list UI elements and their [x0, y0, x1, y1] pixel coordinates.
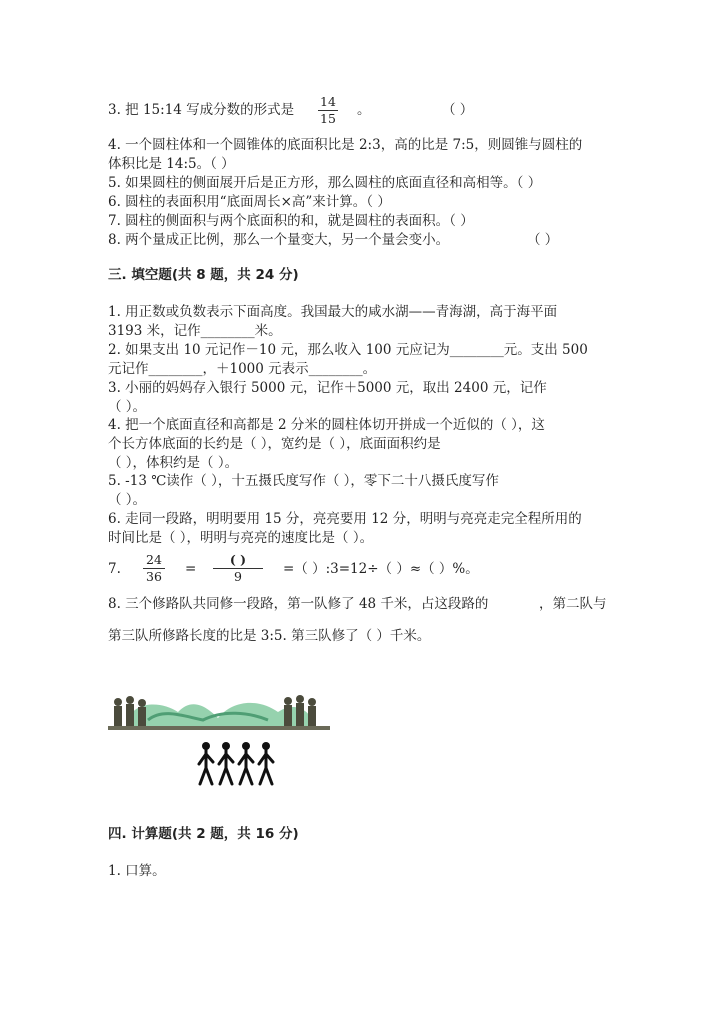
judge-q5: 5. 如果圆柱的侧面展开后是正方形，那么圆柱的底面直径和高相等。（ ）: [108, 175, 542, 191]
fill-q1-line1: 1. 用正数或负数表示下面高度。我国最大的咸水湖——青海湖，高于海平面: [108, 304, 558, 320]
fill-q8-line1b: ，第二队与: [539, 596, 607, 612]
fill-q5-line1: 5. -13 ℃读作（ ），十五摄氏度写作（ ），零下二十八摄氏度写作: [108, 473, 499, 489]
judge-q7: 7. 圆柱的侧面积与两个底面积的和，就是圆柱的表面积。（ ）: [108, 213, 474, 229]
workers-illustration: [108, 690, 330, 790]
judge-q4-line2: 体积比是 14:5。（ ）: [108, 156, 235, 172]
fill-q7-equals: =: [185, 561, 197, 577]
judge-q3-period: 。: [357, 102, 371, 118]
section3-title: 三. 填空题(共 8 题，共 24 分): [108, 267, 299, 283]
fill-q8-line1a: 8. 三个修路队共同修一段路，第一队修了 48 千米，占这段路的: [108, 596, 489, 612]
fill-q4-line1: 4. 把一个底面直径和高都是 2 分米的圆柱体切开拼成一个近似的（ ），这: [108, 417, 545, 433]
q7-fraction-blank-9: ( ) 9: [213, 553, 263, 584]
judge-q8: 8. 两个量成正比例，那么一个量变大，另一个量会变小。: [108, 232, 450, 248]
judge-q3: 3. 把 15:14 写成分数的形式是: [108, 102, 295, 118]
fill-q5-line2: （ ）。: [108, 492, 147, 508]
judge-q6: 6. 圆柱的表面积用“底面周长×高”来计算。（ ）: [108, 194, 391, 210]
fill-q8-line2: 第三队所修路长度的比是 3:5. 第三队修了（ ）千米。: [108, 628, 431, 644]
fill-q7-number: 7.: [108, 561, 121, 577]
calc-q1: 1. 口算。: [108, 863, 166, 879]
fill-q4-line2: 个长方体底面的长约是（ ），宽约是（ ），底面面积约是: [108, 436, 441, 452]
fill-q3-line1: 3. 小丽的妈妈存入银行 5000 元，记作＋5000 元，取出 2400 元，记作: [108, 380, 547, 396]
fill-q6-line1: 6. 走同一段路，明明要用 15 分，亮亮要用 12 分，明明与亮亮走完全程所用的: [108, 511, 582, 527]
judge-q4-line1: 4. 一个圆柱体和一个圆锥体的底面积比是 2:3，高的比是 7:5，则圆锥与圆柱的: [108, 137, 583, 153]
q3-fraction: 14 15: [318, 95, 338, 126]
fill-q4-line3: （ ），体积约是（ ）。: [108, 455, 239, 471]
q7-fraction-24-36: 24 36: [143, 553, 165, 584]
fill-q6-line2: 时间比是（ ），明明与亮亮的速度比是（ ）。: [108, 530, 374, 546]
fill-q7-rest: =（ ）:3=12÷（ ）≈（ ）%。: [283, 561, 479, 577]
fill-q3-line2: （ ）。: [108, 399, 147, 415]
judge-q3-answer-blank[interactable]: （ ）: [442, 102, 474, 118]
fill-q1-line2: 3193 米，记作________米。: [108, 323, 282, 339]
judge-q8-answer-blank[interactable]: （ ）: [527, 232, 559, 248]
fill-q2-line2: 元记作________，＋1000 元表示________。: [108, 361, 377, 377]
fill-q2-line1: 2. 如果支出 10 元记作－10 元，那么收入 100 元应记为________元。支出 500: [108, 342, 588, 358]
section4-title: 四. 计算题(共 2 题，共 16 分): [108, 826, 299, 842]
